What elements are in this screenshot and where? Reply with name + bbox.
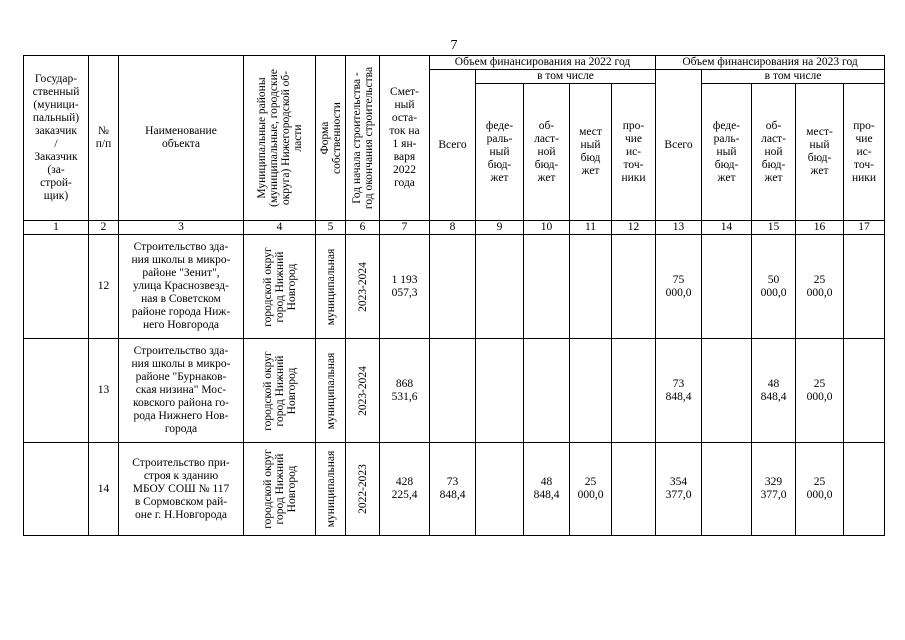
column-number-14: 14 [702, 221, 752, 235]
column-number-7: 7 [380, 221, 430, 235]
value-o2023 [844, 235, 885, 339]
ownership-cell [316, 235, 346, 339]
value-t2023-text: 73 848,4 [665, 377, 692, 403]
header-regional-2022-text: об- ласт- ной бюд- жет [534, 119, 559, 184]
years-cell-text: 2023-2024 [356, 365, 369, 416]
header-ownership-text: Форма собственности [318, 102, 343, 174]
column-number-4: 4 [244, 221, 316, 235]
table-row [24, 235, 885, 339]
header-estimate [380, 56, 430, 221]
ownership-cell-text: муниципальная [324, 450, 337, 528]
header-local-2022 [570, 84, 612, 221]
value-l2022 [570, 235, 612, 339]
value-f2023 [702, 235, 752, 339]
value-l2022 [570, 443, 612, 536]
column-number-11: 11 [570, 221, 612, 235]
header-total-2023: Всего [656, 70, 702, 221]
customer-cell [24, 339, 89, 443]
header-other-2023-text: про- чие ис- точ- ники [851, 119, 877, 184]
header-federal-2022 [476, 84, 524, 221]
header-local-2023-text: мест- ный бюд- жет [806, 126, 833, 177]
column-number-12: 12 [612, 221, 656, 235]
header-ownership [316, 56, 346, 221]
header-including-2022: в том числе [476, 70, 656, 84]
years-cell-text: 2023-2024 [356, 261, 369, 312]
value-o2022 [612, 443, 656, 536]
district-cell-text: городской округ город Нижний Новгород [261, 246, 298, 327]
column-number-17: 17 [844, 221, 885, 235]
value-f2023 [702, 443, 752, 536]
table-row [24, 443, 885, 536]
page-number: 7 [450, 38, 458, 53]
column-number-2: 2 [89, 221, 119, 235]
header-customer [24, 56, 89, 221]
value-t2023 [656, 235, 702, 339]
value-r2022 [524, 235, 570, 339]
value-l2023-text: 25 000,0 [806, 273, 833, 299]
value-t2023 [656, 443, 702, 536]
ownership-cell [316, 443, 346, 536]
value-estimate [380, 235, 430, 339]
header-regional-2022 [524, 84, 570, 221]
ownership-cell-text: муниципальная [324, 248, 337, 325]
value-estimate-text: 868 531,6 [391, 377, 418, 403]
object-name [119, 339, 244, 443]
header-name [119, 56, 244, 221]
header-fin-2023: Объем финансирования на 2023 год [656, 56, 885, 70]
value-f2022 [476, 339, 524, 443]
header-local-2023 [796, 84, 844, 221]
value-r2023 [752, 443, 796, 536]
value-r2022-text: 48 848,4 [533, 476, 560, 501]
value-l2023 [796, 339, 844, 443]
row-number: 14 [89, 443, 119, 536]
value-f2023 [702, 339, 752, 443]
value-r2023 [752, 235, 796, 339]
header-districts [244, 56, 316, 221]
value-l2023 [796, 443, 844, 536]
header-federal-2023-text: феде- раль- ный бюд- жет [712, 119, 741, 184]
value-r2023-text: 329 377,0 [760, 476, 787, 501]
value-t2023-text: 75 000,0 [665, 273, 692, 299]
header-other-2023 [844, 84, 885, 221]
header-num-text: № п/п [95, 125, 112, 150]
object-name-text: Строительство при- строя к зданию МБОУ СОШ № 117 в Сормовском рай- оне г. Н.Новгорода [132, 456, 230, 521]
column-number-row [24, 221, 885, 235]
object-name-text: Строительство зда- ния школы в микро- районе "Бурнаков- ская низина" Мос- ковского района го- рода Нижнего Нов- города [131, 345, 231, 435]
district-cell [244, 339, 316, 443]
value-estimate-text: 1 193 057,3 [391, 273, 418, 299]
district-cell [244, 235, 316, 339]
column-number-3: 3 [119, 221, 244, 235]
column-number-13: 13 [656, 221, 702, 235]
header-customer-text: Государ- ственный (муници- пальный) заказчик / Заказчик (за- строй- щик) [32, 73, 80, 202]
value-estimate [380, 339, 430, 443]
district-cell-text: городской округ город Нижний Новгород [261, 350, 298, 431]
header-federal-2022-text: феде- раль- ный бюд- жет [485, 119, 514, 184]
value-estimate [380, 443, 430, 536]
value-l2022 [570, 339, 612, 443]
value-t2022 [430, 235, 476, 339]
column-number-9: 9 [476, 221, 524, 235]
value-r2022 [524, 443, 570, 536]
customer-cell [24, 443, 89, 536]
value-f2022 [476, 443, 524, 536]
header-num [89, 56, 119, 221]
value-o2022 [612, 235, 656, 339]
header-federal-2023 [702, 84, 752, 221]
years-cell [346, 235, 380, 339]
value-t2023 [656, 339, 702, 443]
object-name [119, 443, 244, 536]
column-number-16: 16 [796, 221, 844, 235]
district-cell [244, 443, 316, 536]
header-other-2022-text: про- чие ис- точ- ники [621, 119, 646, 184]
value-t2022 [430, 443, 476, 536]
column-number-6: 6 [346, 221, 380, 235]
column-number-8: 8 [430, 221, 476, 235]
value-t2022 [430, 339, 476, 443]
column-number-1: 1 [24, 221, 89, 235]
value-f2022 [476, 235, 524, 339]
value-l2023 [796, 235, 844, 339]
value-t2022-text: 73 848,4 [439, 476, 466, 501]
years-cell-text: 2022-2023 [356, 464, 369, 514]
table-row [24, 339, 885, 443]
years-cell [346, 339, 380, 443]
header-fin-2022: Объем финансирования на 2022 год [430, 56, 656, 70]
ownership-cell-text: муниципальная [324, 352, 337, 429]
row-number: 12 [89, 235, 119, 339]
ownership-cell [316, 339, 346, 443]
value-t2023-text: 354 377,0 [665, 476, 692, 501]
value-r2022 [524, 339, 570, 443]
header-name-text: Наименование объекта [145, 125, 217, 150]
column-number-10: 10 [524, 221, 570, 235]
financing-table [23, 55, 885, 536]
value-l2023-text: 25 000,0 [806, 377, 833, 403]
value-o2022 [612, 339, 656, 443]
header-districts-text: Муниципальные районы (муниципальные, городские округа) Нижегородской об- ласти [255, 69, 304, 207]
customer-cell [24, 235, 89, 339]
value-r2023-text: 48 848,4 [760, 377, 787, 403]
header-years [346, 56, 380, 221]
header-other-2022 [612, 84, 656, 221]
header-local-2022-text: мест ный бюд жет [579, 126, 602, 177]
header-regional-2023-text: об- ласт- ной бюд- жет [761, 119, 786, 184]
header-including-2023: в том числе [702, 70, 885, 84]
object-name [119, 235, 244, 339]
value-estimate-text: 428 225,4 [391, 476, 418, 501]
header-estimate-text: Смет- ный оста- ток на 1 ян- варя 2022 года [389, 86, 420, 189]
value-o2023 [844, 339, 885, 443]
header-years-text: Год начала строительства - год окончания строительства [350, 66, 375, 210]
header-total-2022: Всего [430, 70, 476, 221]
object-name-text: Строительство зда- ния школы в микро- районе "Зенит", улица Краснозвезд- ная в Советском районе города Ниж- него Новгорода [131, 241, 231, 331]
value-l2022-text: 25 000,0 [577, 476, 604, 501]
value-r2023 [752, 339, 796, 443]
value-o2023 [844, 443, 885, 536]
value-r2023-text: 50 000,0 [760, 273, 787, 299]
district-cell-text: городской округ город Нижний Новгород [261, 449, 298, 529]
value-l2023-text: 25 000,0 [806, 476, 833, 501]
header-regional-2023 [752, 84, 796, 221]
column-number-15: 15 [752, 221, 796, 235]
years-cell [346, 443, 380, 536]
row-number: 13 [89, 339, 119, 443]
column-number-5: 5 [316, 221, 346, 235]
